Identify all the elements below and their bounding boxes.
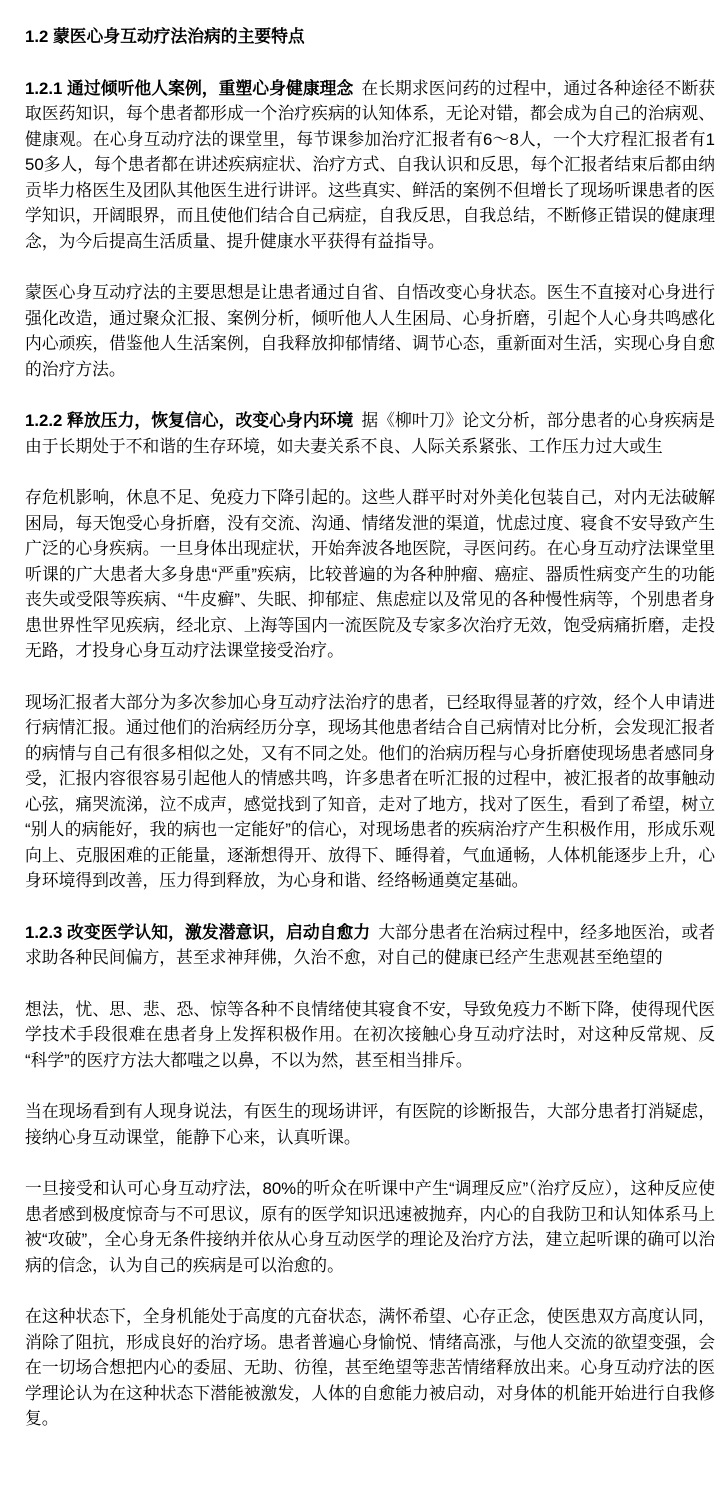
- paragraph-body: 在这种状态下，全身机能处于高度的亢奋状态，满怀希望、心存正念，使医患双方高度认同，消除了阻抗，形成良好的治疗场。患者普遍心身愉悦、情绪高涨，与他人交流的欲望变强，会在一切场合想把内心的委屈、无助、彷徨，甚至绝望等悲苦情绪释放出来。心身互动疗法的医学理论认为在这种状态下潜能被激发，人体的自愈能力被启动，对身体的机能开始进行自我修复。: [25, 1307, 715, 1428]
- paragraph-body: 当在现场看到有人现身说法，有医生的现场讲评，有医院的诊断报告，大部分患者打消疑虑，接纳心身互动课堂，能静下心来，认真听课。: [25, 1102, 715, 1147]
- section-lead-1-2-1: 1.2.1 通过倾听他人案例，重塑心身健康理念: [25, 78, 354, 98]
- section-lead-1-2-3: 1.2.3 改变医学认知，激发潜意识，启动自愈力: [25, 922, 371, 942]
- document-heading: 1.2 蒙医心身互动疗法治病的主要特点: [25, 27, 305, 46]
- paragraph: [25, 485, 715, 664]
- paragraph-1-2-2: [25, 408, 715, 459]
- paragraph-body: 现场汇报者大部分为多次参加心身互动疗法治疗的患者，已经取得显著的疗效，经个人申请进行病情汇报。通过他们的治病经历分享，现场其他患者结合自己病情对比分析，会发现汇报者的病情与自己有很多相似之处，又有不同之处。他们的治病历程与心身折磨使现场患者感同身受，汇报内容很容易引起他人的情感共鸣，许多患者在听汇报的过程中，被汇报者的故事触动心弦，痛哭流涕，泣不成声，感觉找到了知音，走对了地方，找对了医生，看到了希望，树立“别人的病能好，我的病也一定能好”的信心，对现场患者的疾病治疗产生积极作用，形成乐观向上、克服困难的正能量，逐渐想得开、放得下、睡得着，气血通畅，人体机能逐步上升，心身环境得到改善，压力得到释放，为心身和谐、经络畅通奠定基础。: [25, 692, 715, 890]
- paragraph-body: 据《柳叶刀》论文分析，部分患者的心身疾病是由于长期处于不和谐的生存环境，如夫妻关系不良、人际关系紧张、工作压力过大或生: [25, 411, 715, 456]
- paragraph: [25, 1304, 715, 1432]
- paragraph-body: 在长期求医问药的过程中，通过各种途径不断获取医药知识，每个患者都形成一个治疗疾病的认知体系，无论对错，都会成为自己的治病观、健康观。在心身互动疗法的课堂里，每节课参加治疗汇报者有6～8人，一个大疗程汇报者有150多人，每个患者都在讲述疾病症状、治疗方式、自我认识和反思，每个汇报者结束后都由纳贡毕力格医生及团队其他医生进行讲评。这些真实、鲜活的案例不但增长了现场听课患者的医学知识，开阔眼界，而且使他们结合自己病症，自我反思，自我总结，不断修正错误的健康理念，为今后提高生活质量、提升健康水平获得有益指导。: [25, 78, 715, 251]
- paragraph-body: 想法，忧、思、悲、恐、惊等各种不良情绪使其寝食不安，导致免疫力不断下降，使得现代医学技术手段很难在患者身上发挥积极作用。在初次接触心身互动疗法时，对这种反常规、反“科学”的医疗方法大都嗤之以鼻，不以为然，甚至相当排斥。: [25, 999, 715, 1070]
- paragraph-body: 蒙医心身互动疗法的主要思想是让患者通过自省、自悟改变心身状态。医生不直接对心身进行强化改造，通过聚众汇报、案例分析，倾听他人人生困局、心身折磨，引起个人心身共鸣感化内心顽疾，借鉴他人生活案例，自我释放抑郁情绪、调节心态，重新面对生活，实现心身自愈的治疗方法。: [25, 283, 715, 379]
- paragraph: [25, 690, 715, 894]
- section-lead-1-2-2: 1.2.2 释放压力，恢复信心，改变心身内环境: [25, 411, 354, 430]
- paragraph: [25, 1176, 715, 1278]
- paragraph: [25, 997, 715, 1074]
- paragraph-body: 存危机影响，休息不足、免疫力下降引起的。这些人群平时对外美化包装自己，对内无法破解困局，每天饱受心身折磨，没有交流、沟通、情绪发泄的渠道，忧虑过度、寝食不安导致产生广泛的心身疾病。一旦身体出现症状，开始奔波各地医院，寻医问药。在心身互动疗法课堂里听课的广大患者大多身患“严重”疾病，比较普遍的为各种肿瘤、癌症、器质性病变产生的功能丧失或受限等疾病、“牛皮癣”、失眠、抑郁症、焦虑症以及常见的各种慢性病等，个别患者身患世界性罕见疾病，经北京、上海等国内一流医院及专家多次治疗无效，饱受病痛折磨，走投无路，才投身心身互动疗法课堂接受治疗。: [25, 488, 715, 660]
- paragraph: [25, 280, 715, 382]
- paragraph-1-2-3: [25, 920, 715, 971]
- paragraph-body: 一旦接受和认可心身互动疗法，80%的听众在听课中产生“调理反应”（治疗反应），这种反应使患者感到极度惊奇与不可思议，原有的医学知识迅速被抛弃，内心的自我防卫和认知体系马上被“攻破”，全心身无条件接纳并依从心身互动医学的理论及治疗方法，建立起听课的确可以治病的信念，认为自己的疾病是可以治愈的。: [25, 1179, 715, 1275]
- paragraph: [25, 1099, 715, 1150]
- paragraph-1-2-1: [25, 76, 715, 255]
- paragraph-body: 大部分患者在治病过程中，经多地医治，或者求助各种民间偏方，甚至求神拜佛，久治不愈，对自己的健康已经产生悲观甚至绝望的: [25, 922, 715, 967]
